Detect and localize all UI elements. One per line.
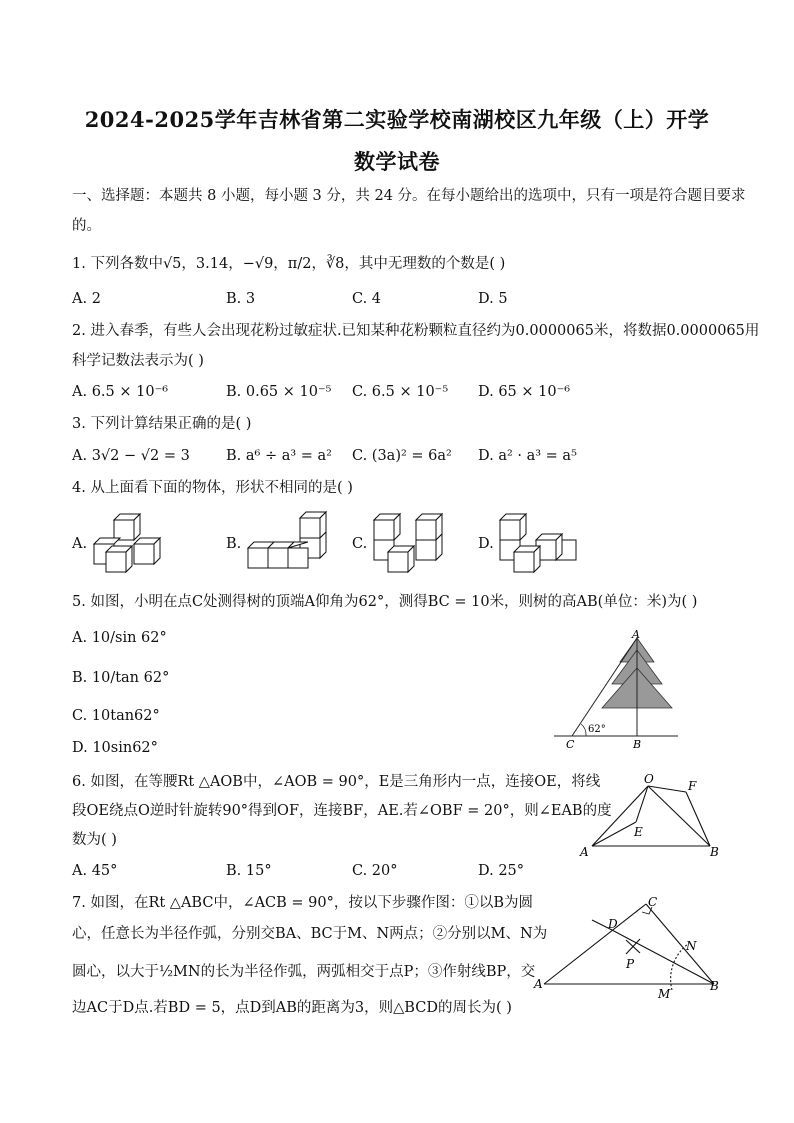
q6-option-b: B. 15°	[226, 863, 272, 879]
q5-stem: 5. 如图，小明在点C处测得树的顶端A仰角为62°，测得BC = 10米，则树的高AB(单位：米)为( )	[72, 594, 698, 610]
section-heading-cont: 的。	[72, 218, 101, 234]
q7-label-p: P	[626, 957, 635, 971]
q7-construction-figure	[530, 890, 726, 1004]
q4-figure-a	[86, 508, 170, 574]
q5-option-d: D. 10sin62°	[72, 740, 158, 756]
q4-option-b: B.	[226, 536, 242, 552]
q5-option-c: C. 10tan62°	[72, 708, 160, 724]
q7-label-m: M	[658, 987, 671, 1001]
q7-stem-cont: 心，任意长为半径作弧，分别交BA、BC于M、N两点；②分别以M、N为	[72, 926, 548, 942]
q2-option-d: D. 65 × 10⁻⁶	[478, 384, 571, 400]
q6-label-b: B	[710, 845, 719, 859]
q7-stem-cont2: 圆心，以大于½MN的长为半径作弧，两弧相交于点P；③作射线BP，交	[72, 964, 536, 980]
q2-option-c: C. 6.5 × 10⁻⁵	[352, 384, 449, 400]
q1-stem: 1. 下列各数中√5，3.14，−√9，π/2，∛8，其中无理数的个数是( )	[72, 256, 506, 272]
q2-stem-cont: 科学记数法表示为( )	[72, 353, 204, 369]
q4-figure-c	[366, 508, 462, 574]
q1-option-d: D. 5	[478, 291, 508, 307]
section-heading: 一、选择题：本题共 8 小题，每小题 3 分，共 24 分。在每小题给出的选项中，只有一项是符合题目要求	[72, 188, 746, 204]
q6-stem-cont2: 数为( )	[72, 832, 117, 848]
q3-option-c: C. (3a)² = 6a²	[352, 448, 452, 464]
q4-figure-b	[240, 508, 336, 574]
q4-option-c: C.	[352, 536, 368, 552]
q6-label-f: F	[688, 779, 697, 793]
q6-stem: 6. 如图，在等腰Rt △AOB中，∠AOB = 90°，E是三角形内一点，连接OE，将线	[72, 774, 601, 790]
q3-option-a: A. 3√2 − √2 = 3	[72, 448, 190, 464]
q4-option-a: A.	[72, 536, 88, 552]
q4-stem: 4. 从上面看下面的物体，形状不相同的是( )	[72, 480, 353, 496]
q6-triangle-figure	[572, 768, 732, 862]
q6-option-a: A. 45°	[72, 863, 118, 879]
q5-label-b: B	[633, 738, 642, 751]
q4-option-d: D.	[478, 536, 494, 552]
q7-stem-cont3: 边AC于D点.若BD = 5，点D到AB的距离为3，则△BCD的周长为( )	[72, 1000, 512, 1016]
q3-stem: 3. 下列计算结果正确的是( )	[72, 416, 252, 432]
q1-option-c: C. 4	[352, 291, 382, 307]
q5-tree-figure	[548, 628, 688, 754]
q7-label-c: C	[648, 895, 658, 909]
q6-label-a: A	[580, 845, 589, 859]
q3-option-d: D. a² · a³ = a⁵	[478, 448, 577, 464]
q5-label-c: C	[566, 738, 575, 751]
q7-label-a: A	[534, 977, 543, 991]
q1-option-b: B. 3	[226, 291, 256, 307]
q2-option-a: A. 6.5 × 10⁻⁶	[72, 384, 169, 400]
q5-angle-label: 62°	[588, 724, 606, 735]
q7-stem: 7. 如图，在Rt △ABC中，∠ACB = 90°，按以下步骤作图：①以B为圆	[72, 895, 534, 911]
q7-label-b: B	[710, 979, 719, 993]
q5-option-a: A. 10/sin 62°	[72, 630, 167, 646]
exam-title-line1: 2024-2025学年吉林省第二实验学校南湖校区九年级（上）开学	[84, 107, 710, 132]
q2-stem: 2. 进入春季，有些人会出现花粉过敏症状.已知某种花粉颗粒直径约为0.0000065米，将数据0.0000065用	[72, 323, 760, 339]
q6-option-c: C. 20°	[352, 863, 398, 879]
q6-label-o: O	[644, 772, 654, 786]
q5-label-a: A	[632, 628, 640, 641]
q4-figure-d	[492, 508, 582, 574]
q6-stem-cont: 段OE绕点O逆时针旋转90°得到OF，连接BF，AE.若∠OBF = 20°，则∠EAB的度	[72, 803, 612, 819]
q2-option-b: B. 0.65 × 10⁻⁵	[226, 384, 332, 400]
q7-label-d: D	[608, 917, 618, 931]
q6-option-d: D. 25°	[478, 863, 525, 879]
q7-label-n: N	[686, 939, 697, 953]
q1-option-a: A. 2	[72, 291, 101, 307]
q5-option-b: B. 10/tan 62°	[72, 670, 170, 686]
q6-label-e: E	[634, 825, 643, 839]
exam-title-line2: 数学试卷	[354, 149, 440, 174]
q3-option-b: B. a⁶ ÷ a³ = a²	[226, 448, 332, 464]
